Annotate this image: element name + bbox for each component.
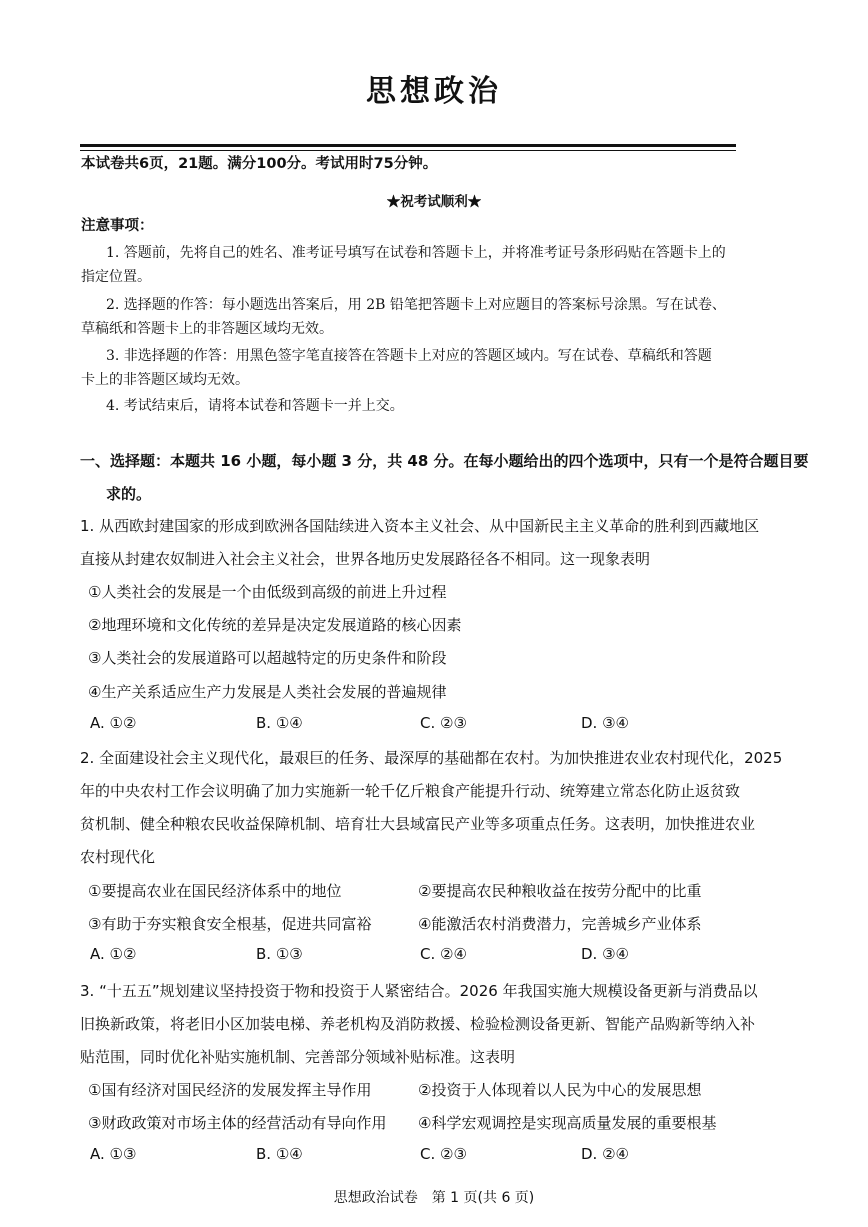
question-3-option-a: A. ①③ bbox=[90, 1145, 137, 1163]
question-2-statement: ③有助于夯实粮食安全根基，促进共同富裕 bbox=[88, 915, 372, 933]
good-luck-banner: ★祝考试顺利★ bbox=[386, 194, 482, 210]
question-3-statement: ④科学宏观调控是实现高质量发展的重要根基 bbox=[418, 1114, 717, 1132]
question-1-stem: 直接从封建农奴制进入社会主义社会，世界各地历史发展路径各不相同。这一现象表明 bbox=[80, 550, 651, 568]
question-3-stem: 旧换新政策，将老旧小区加装电梯、养老机构及消防救援、检验检测设备更新、智能产品购新等纳入补 bbox=[80, 1015, 756, 1033]
question-1-statement: ①人类社会的发展是一个由低级到高级的前进上升过程 bbox=[88, 583, 447, 601]
question-2-stem: 2. 全面建设社会主义现代化，最艰巨的任务、最深厚的基础都在农村。为加快推进农业农村现代化，2025 bbox=[80, 749, 783, 767]
question-2-stem: 年的中央农村工作会议明确了加力实施新一轮千亿斤粮食产能提升行动、统筹建立常态化防止返贫致 bbox=[80, 782, 741, 800]
question-2-statement: ②要提高农民种粮收益在按劳分配中的比重 bbox=[418, 882, 702, 900]
notice-line: 1. 答题前，先将自己的姓名、准考证号填写在试卷和答题卡上，并将准考证号条形码贴在答题卡上的 bbox=[106, 245, 726, 261]
notice-line: 2. 选择题的作答：每小题选出答案后，用 2B 铅笔把答题卡上对应题目的答案标号涂黑。写在试卷、 bbox=[106, 297, 726, 313]
question-1-stem: 1. 从西欧封建国家的形成到欧洲各国陆续进入资本主义社会、从中国新民主主义革命的胜利到西藏地区 bbox=[80, 517, 760, 535]
section-heading-cont: 求的。 bbox=[106, 485, 152, 503]
question-2-stem: 贫机制、健全种粮农民收益保障机制、培育壮大县域富民产业等多项重点任务。这表明，加快推进农业 bbox=[80, 815, 756, 833]
question-1-option-d: D. ③④ bbox=[581, 714, 629, 732]
question-3-stem: 贴范围，同时优化补贴实施机制、完善部分领域补贴标准。这表明 bbox=[80, 1048, 516, 1066]
notice-line: 指定位置。 bbox=[81, 269, 151, 285]
question-1-statement: ④生产关系适应生产力发展是人类社会发展的普遍规律 bbox=[88, 683, 447, 701]
question-2-option-a: A. ①② bbox=[90, 945, 137, 963]
page-footer: 思想政治试卷 第 1 页(共 6 页) bbox=[333, 1190, 535, 1206]
question-2-option-d: D. ③④ bbox=[581, 945, 629, 963]
page-title: 思想政治 bbox=[366, 74, 502, 109]
question-3-statement: ③财政政策对市场主体的经营活动有导向作用 bbox=[88, 1114, 387, 1132]
question-3-option-b: B. ①④ bbox=[256, 1145, 303, 1163]
section-heading: 一、选择题：本题共 16 小题，每小题 3 分，共 48 分。在每小题给出的四个选项中，只有一个是符合题目要 bbox=[80, 452, 809, 470]
notice-line: 3. 非选择题的作答：用黑色签字笔直接答在答题卡上对应的答题区域内。写在试卷、草稿纸和答题 bbox=[106, 348, 712, 364]
question-2-option-b: B. ①③ bbox=[256, 945, 303, 963]
header-rule-thick bbox=[80, 144, 736, 147]
question-2-statement: ④能激活农村消费潜力，完善城乡产业体系 bbox=[418, 915, 702, 933]
question-3-statement: ①国有经济对国民经济的发展发挥主导作用 bbox=[88, 1081, 372, 1099]
question-3-option-d: D. ②④ bbox=[581, 1145, 629, 1163]
question-3-statement: ②投资于人体现着以人民为中心的发展思想 bbox=[418, 1081, 702, 1099]
question-1-statement: ②地理环境和文化传统的差异是决定发展道路的核心因素 bbox=[88, 616, 462, 634]
question-3-stem: 3. “十五五”规划建议坚持投资于物和投资于人紧密结合。2026 年我国实施大规模设备更新与消费品以 bbox=[80, 982, 758, 1000]
question-2-stem: 农村现代化 bbox=[80, 848, 156, 866]
question-1-option-a: A. ①② bbox=[90, 714, 137, 732]
notice-line: 4. 考试结束后，请将本试卷和答题卡一并上交。 bbox=[106, 398, 404, 414]
question-2-statement: ①要提高农业在国民经济体系中的地位 bbox=[88, 882, 342, 900]
header-rule-thin bbox=[80, 150, 736, 151]
question-1-option-c: C. ②③ bbox=[420, 714, 467, 732]
question-3-option-c: C. ②③ bbox=[420, 1145, 467, 1163]
question-1-option-b: B. ①④ bbox=[256, 714, 303, 732]
question-1-statement: ③人类社会的发展道路可以超越特定的历史条件和阶段 bbox=[88, 649, 447, 667]
notice-line: 草稿纸和答题卡上的非答题区域均无效。 bbox=[81, 321, 333, 337]
notice-line: 卡上的非答题区域均无效。 bbox=[81, 372, 249, 388]
question-2-option-c: C. ②④ bbox=[420, 945, 467, 963]
notice-heading: 注意事项： bbox=[81, 218, 154, 234]
exam-info: 本试卷共6页，21题。满分100分。考试用时75分钟。 bbox=[81, 156, 438, 172]
